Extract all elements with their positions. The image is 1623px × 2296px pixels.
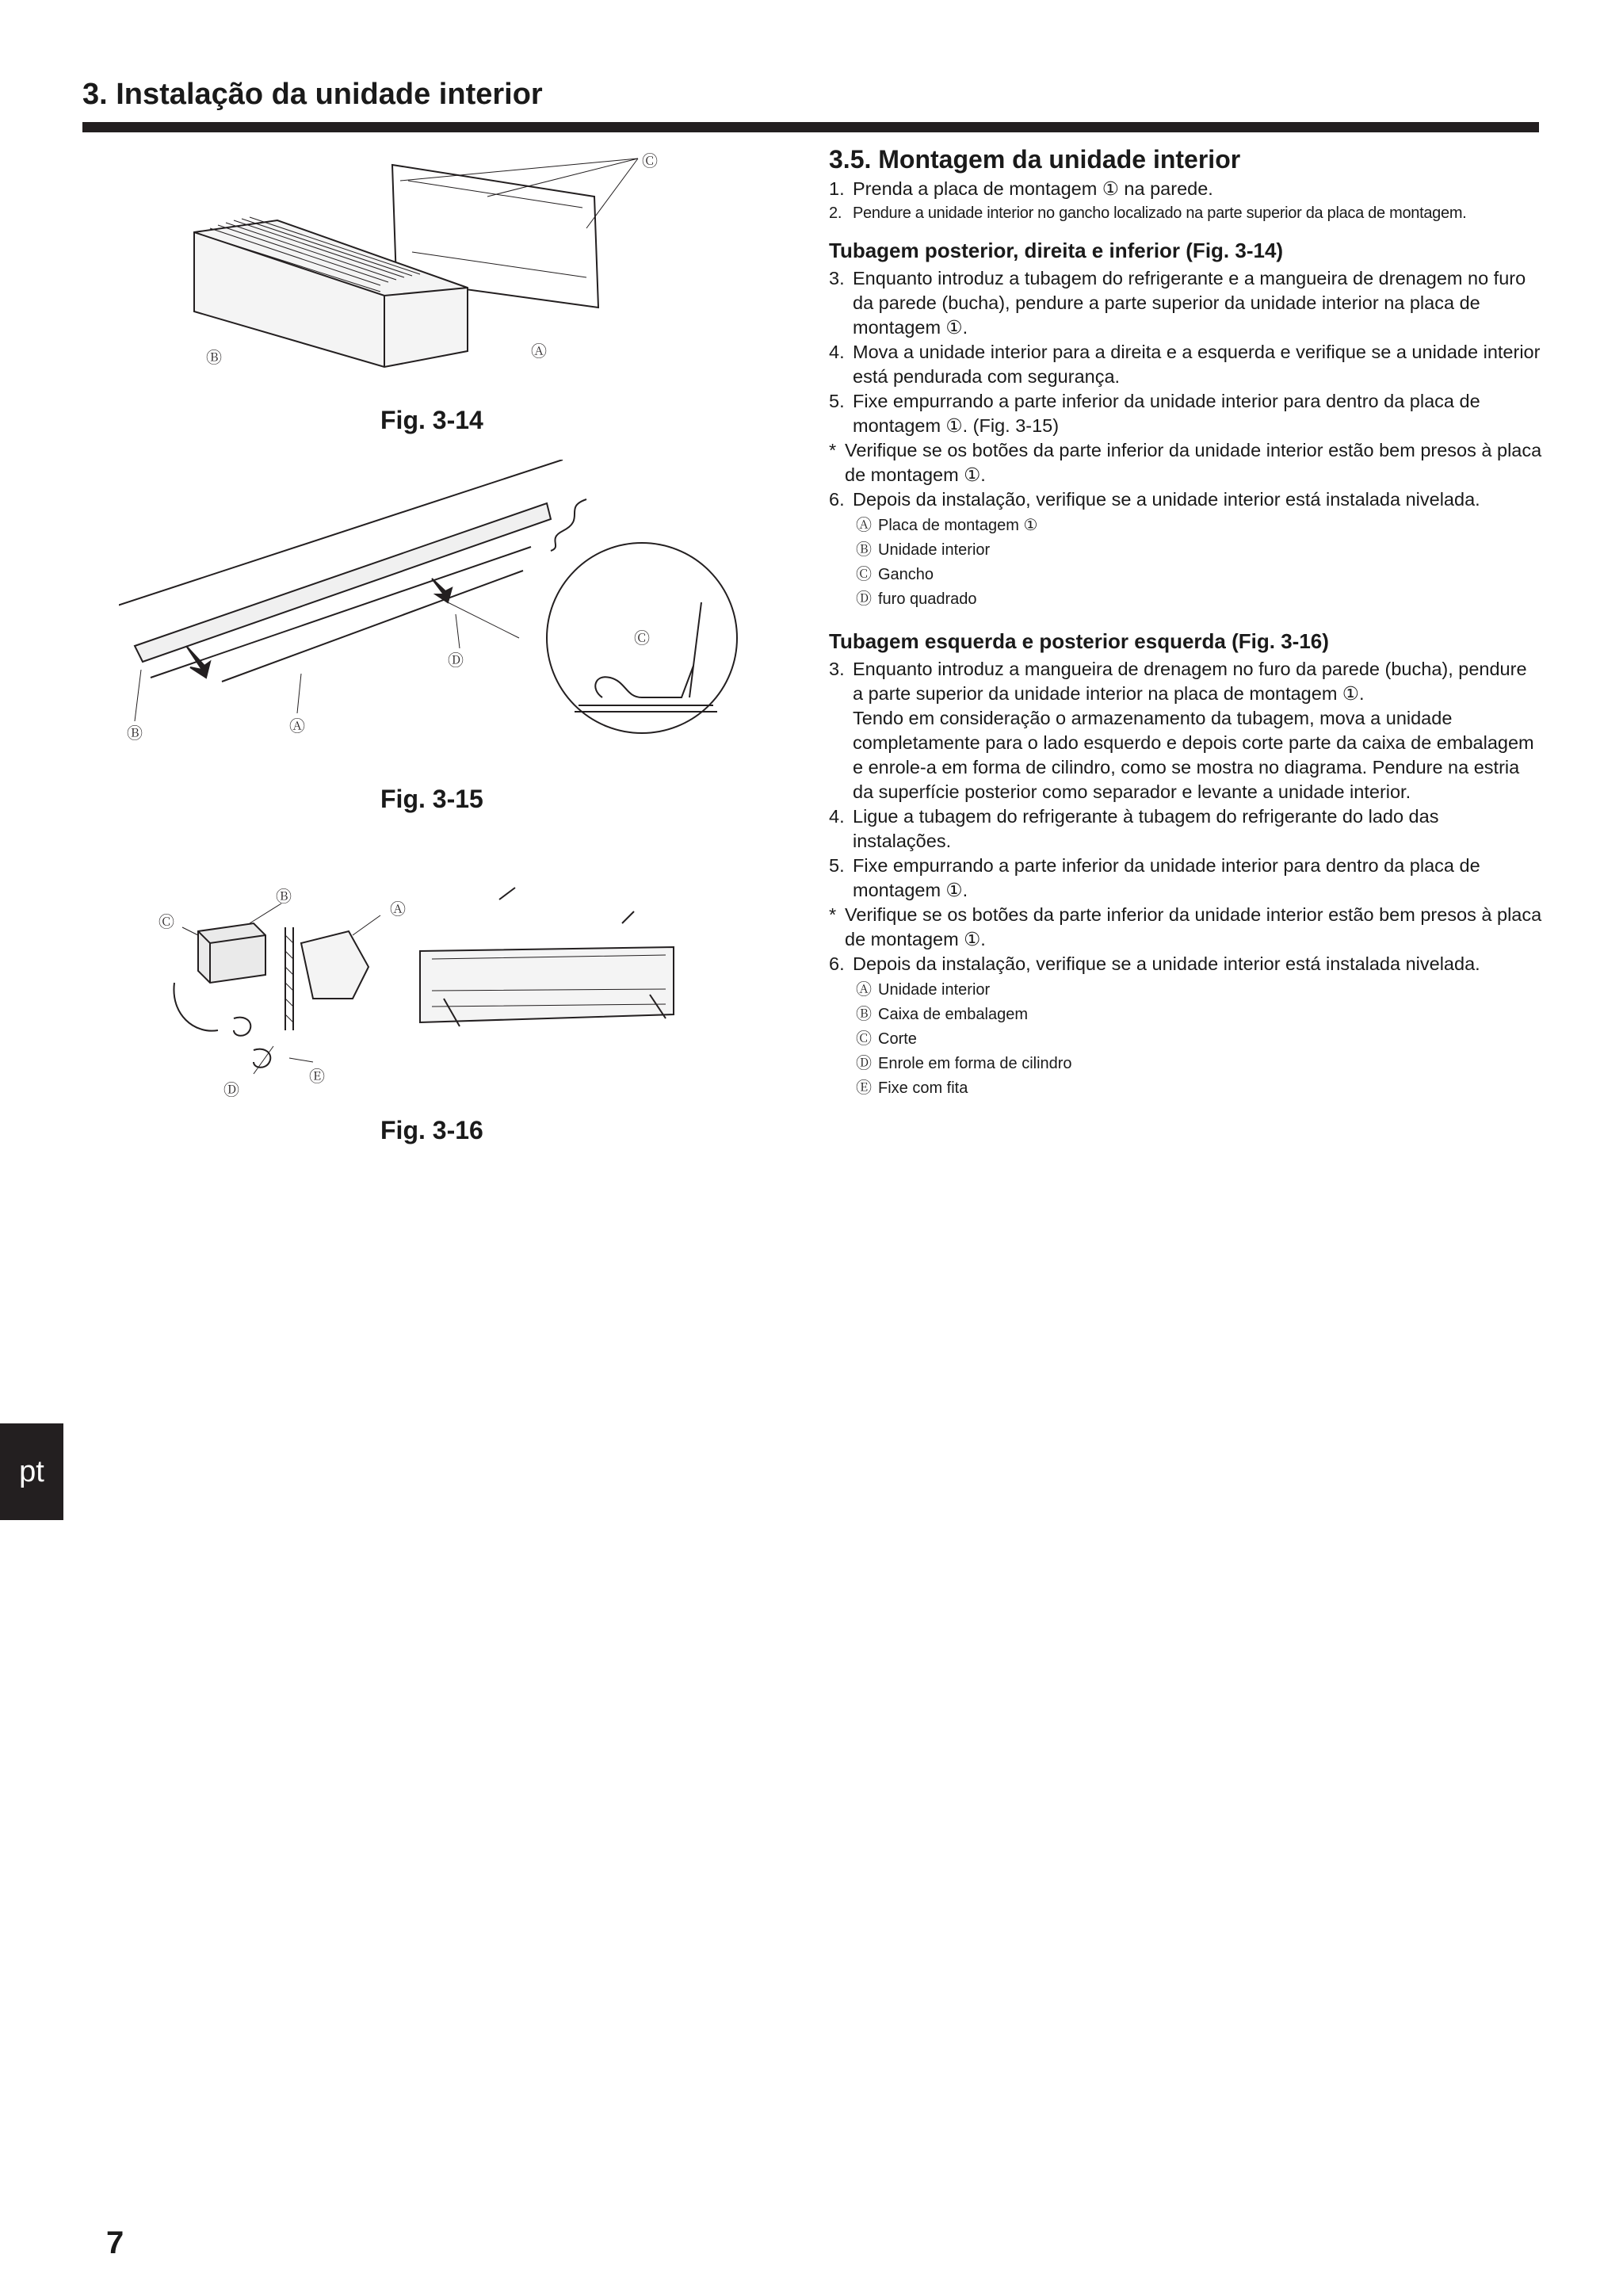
- label-c: Ⓒ: [642, 151, 658, 170]
- figure-3-15-caption: Fig. 3-15: [380, 785, 483, 813]
- step-item: 1. Prenda a placa de montagem ① na parede.: [829, 178, 1213, 199]
- figure-3-14-drawing: [119, 149, 705, 387]
- figure-3-14: [119, 149, 705, 387]
- rear-piping-steps: [829, 266, 1542, 512]
- step-item: 3. Enquanto introduz a tubagem do refrigerante e a mangueira de drenagem no furo da parede (bucha), pendure a parte superior da unidade interior na placa de montagem ①.: [829, 268, 1526, 338]
- rear-piping-title: Tubagem posterior, direita e inferior (Fig. 3-14): [829, 239, 1284, 262]
- page-title: 3. Instalação da unidade interior: [82, 78, 543, 111]
- instructions-column: [829, 141, 1542, 1101]
- legend-item: Ⓒ Gancho: [856, 566, 934, 583]
- legend-item: Ⓐ Placa de montagem ①: [856, 517, 1038, 534]
- label-d: Ⓓ: [223, 1080, 239, 1099]
- step-item: Tendo em consideração o armazenamento da tubagem, mova a unidade completamente para o lado esquerdo e depois corte parte da caixa de embalagem e enrole-a em forma de cilindro, como se mostra no diagrama. Pendure na estria da superfície posterior como separador e levante a unidade interior.: [853, 708, 1534, 802]
- legend-item: Ⓐ Unidade interior: [856, 981, 991, 999]
- left-piping-legend: [829, 978, 1542, 1101]
- step-item: 5. Fixe empurrando a parte inferior da unidade interior para dentro da placa de montagem ①.: [829, 855, 1480, 900]
- figure-3-15: [119, 460, 777, 777]
- legend-item: Ⓔ Fixe com fita: [856, 1079, 968, 1097]
- label-b: Ⓑ: [276, 887, 292, 906]
- label-c: Ⓒ: [634, 628, 650, 648]
- label-e: Ⓔ: [309, 1067, 325, 1086]
- step-item: 4. Mova a unidade interior para a direita e a esquerda e verifique se a unidade interior está pendurada com segurança.: [829, 342, 1541, 387]
- step-item: 3. Enquanto introduz a mangueira de drenagem no furo da parede (bucha), pendure a parte superior da unidade interior na placa de montagem ①.: [829, 659, 1527, 704]
- label-b: Ⓑ: [127, 724, 143, 743]
- figure-3-16-caption: Fig. 3-16: [380, 1116, 483, 1144]
- label-a: Ⓐ: [531, 342, 547, 361]
- note-item: * Verifique se os botões da parte inferior da unidade interior estão bem presos à placa de montagem ①.: [829, 440, 1542, 485]
- left-piping-title: Tubagem esquerda e posterior esquerda (Fig. 3-16): [829, 629, 1329, 653]
- intro-steps: [829, 177, 1542, 226]
- figure-3-14-caption: Fig. 3-14: [380, 406, 483, 434]
- unit-bottom: [135, 503, 551, 662]
- step-item: 5. Fixe empurrando a parte inferior da unidade interior para dentro da placa de montagem ①. (Fig. 3-15): [829, 391, 1480, 436]
- rear-piping-legend: [829, 514, 1542, 612]
- label-a: Ⓐ: [289, 716, 305, 735]
- legend-item: Ⓑ Caixa de embalagem: [856, 1006, 1028, 1023]
- label-d: Ⓓ: [448, 651, 464, 670]
- left-piping-steps: [829, 657, 1542, 976]
- step-item: 6. Depois da instalação, verifique se a unidade interior está instalada nivelada.: [829, 489, 1480, 510]
- step-item: 4. Ligue a tubagem do refrigerante à tubagem do refrigerante do lado das instalações.: [829, 806, 1439, 851]
- legend-item: Ⓒ Corte: [856, 1030, 917, 1048]
- step-item: 2. Pendure a unidade interior no gancho localizado na parte superior da placa de montagem.: [829, 204, 1467, 222]
- section-title: 3.5. Montagem da unidade interior: [829, 145, 1241, 174]
- page-number: 7: [106, 2225, 124, 2260]
- figure-3-16-drawing: [158, 880, 761, 1110]
- figure-3-16: [158, 880, 761, 1110]
- step-item: 6. Depois da instalação, verifique se a unidade interior está instalada nivelada.: [829, 953, 1480, 974]
- language-tab: pt: [0, 1423, 63, 1520]
- header-rule: [82, 122, 1539, 132]
- label-c: Ⓒ: [158, 912, 174, 931]
- legend-item: Ⓑ Unidade interior: [856, 541, 991, 559]
- legend-item: Ⓓ furo quadrado: [856, 590, 977, 608]
- legend-item: Ⓓ Enrole em forma de cilindro: [856, 1055, 1072, 1072]
- indoor-unit-side: [301, 931, 369, 999]
- note-item: * Verifique se os botões da parte inferior da unidade interior estão bem presos à placa de montagem ①.: [829, 904, 1542, 949]
- figure-3-15-drawing: [119, 460, 777, 777]
- label-a: Ⓐ: [390, 900, 406, 919]
- packaging-box: [198, 923, 265, 983]
- label-b: Ⓑ: [206, 348, 222, 367]
- indoor-unit: [194, 220, 468, 367]
